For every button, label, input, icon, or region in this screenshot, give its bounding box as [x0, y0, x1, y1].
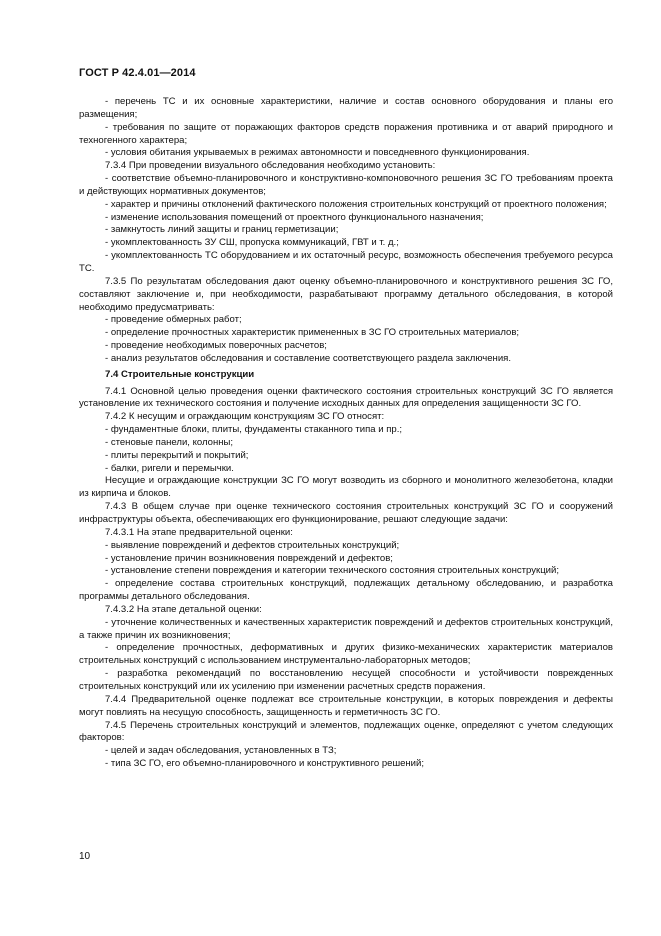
- paragraph: 7.4.4 Предварительной оценке подлежат все строительные конструкции, в которых повреждения и дефекты могут повлиять на несущую способность, защищенность и герметичность ЗС ГО.: [79, 693, 613, 718]
- paragraph: - выявление повреждений и дефектов строительных конструкций;: [105, 539, 400, 551]
- page-number: 10: [79, 851, 91, 862]
- paragraph: - укомплектованность ТС оборудованием и их остаточный ресурс, возможность обеспечения требуемого ресурса ТС.: [79, 250, 613, 274]
- paragraph: - изменение использования помещений от проектного функционального назначения;: [105, 211, 484, 223]
- paragraph: - целей и задач обследования, установленных в ТЗ;: [105, 745, 337, 757]
- paragraph: - разработка рекомендаций по восстановлению несущей способности и устойчивости поврежденных строительных конструкций или их усилению при изменении расчетных средств поражения.: [79, 668, 613, 692]
- paragraph: - проведение обмерных работ;: [105, 314, 242, 326]
- paragraph: 7.4.3.1 На этапе предварительной оценки:: [105, 526, 293, 538]
- paragraph: 7.4.3.2 На этапе детальной оценки:: [105, 603, 262, 615]
- paragraph: - определение прочностных характеристик примененных в ЗС ГО строительных материалов;: [105, 327, 520, 339]
- paragraph: - укомплектованность ЗУ СШ, пропуска коммуникаций, ГВТ и т. д.;: [105, 237, 399, 249]
- paragraph: 7.3.5 По результатам обследования дают оценку объемно-планировочного и конструктивного решения ЗС ГО, составляют заключение и, при необходимости, разрабатывают программу детального обследования, в которой необходимо предусматривать:: [79, 275, 613, 313]
- document-header: ГОСТ Р 42.4.01—2014: [79, 67, 196, 79]
- document-body: [79, 96, 613, 771]
- paragraph: - типа ЗС ГО, его объемно-планировочного и конструктивного решений;: [105, 758, 424, 770]
- paragraph: - замкнутость линий защиты и границ герметизации;: [105, 224, 339, 236]
- paragraph: 7.4.1 Основной целью проведения оценки фактического состояния строительных конструкций ЗС ГО является установление их технического состояния и получение исходных данных для определения защищенности ЗС ГО.: [79, 385, 613, 410]
- paragraph: - перечень ТС и их основные характеристики, наличие и состав основного оборудования и планы его размещения;: [79, 96, 613, 120]
- paragraph: - фундаментные блоки, плиты, фундаменты стаканного типа и пр.;: [105, 424, 403, 436]
- paragraph: 7.4.2 К несущим и ограждающим конструкциям ЗС ГО относят:: [105, 411, 385, 423]
- paragraph: - определение прочностных, деформативных и других физико-механических характеристик материалов строительных конструкций с использованием инструментально-лабораторных методов;: [79, 642, 613, 667]
- paragraph: - условия обитания укрываемых в режимах автономности и повседневного функционирования.: [105, 147, 530, 159]
- paragraph: - анализ результатов обследования и составление соответствующего раздела заключения.: [105, 352, 511, 364]
- paragraph: 7.4.3 В общем случае при оценке технического состояния строительных конструкций ЗС ГО и сооружений инфраструктуры объекта, обеспечивающих его функционирование, решают следующие задачи:: [79, 501, 613, 525]
- paragraph: - стеновые панели, колонны;: [105, 436, 234, 448]
- paragraph: - требования по защите от поражающих факторов средств поражения противника и от аварий природного и техногенного характера;: [79, 121, 613, 146]
- paragraph: - установление степени повреждения и категории технического состояния строительных конструкций;: [105, 565, 559, 577]
- paragraph: Несущие и ограждающие конструкции ЗС ГО могут возводить из сборного и монолитного железобетона, кладки из кирпича и блоков.: [79, 475, 613, 500]
- section-heading: 7.4 Строительные конструкции: [105, 368, 255, 380]
- paragraph: - определение состава строительных конструкций, подлежащих детальному обследованию, и разработка программы детального обследования.: [79, 578, 613, 603]
- paragraph: - балки, ригели и перемычки.: [105, 462, 234, 474]
- paragraph: 7.4.5 Перечень строительных конструкций и элементов, подлежащих оценке, определяют с учетом следующих факторов:: [79, 719, 613, 744]
- paragraph: - соответствие объемно-планировочного и конструктивно-компоновочного решения ЗС ГО требованиям проекта и действующих нормативных документов;: [79, 173, 613, 197]
- paragraph: 7.3.4 При проведении визуального обследования необходимо установить:: [105, 160, 436, 172]
- paragraph: - уточнение количественных и качественных характеристик повреждений и дефектов строительных конструкций, а также причин их возникновения;: [79, 616, 613, 641]
- paragraph: - плиты перекрытий и покрытий;: [105, 449, 249, 461]
- paragraph: - проведение необходимых поверочных расчетов;: [105, 340, 327, 352]
- paragraph: - установление причин возникновения повреждений и дефектов;: [105, 552, 393, 564]
- paragraph: - характер и причины отклонений фактического положения строительных конструкций от проектного положения;: [105, 198, 607, 210]
